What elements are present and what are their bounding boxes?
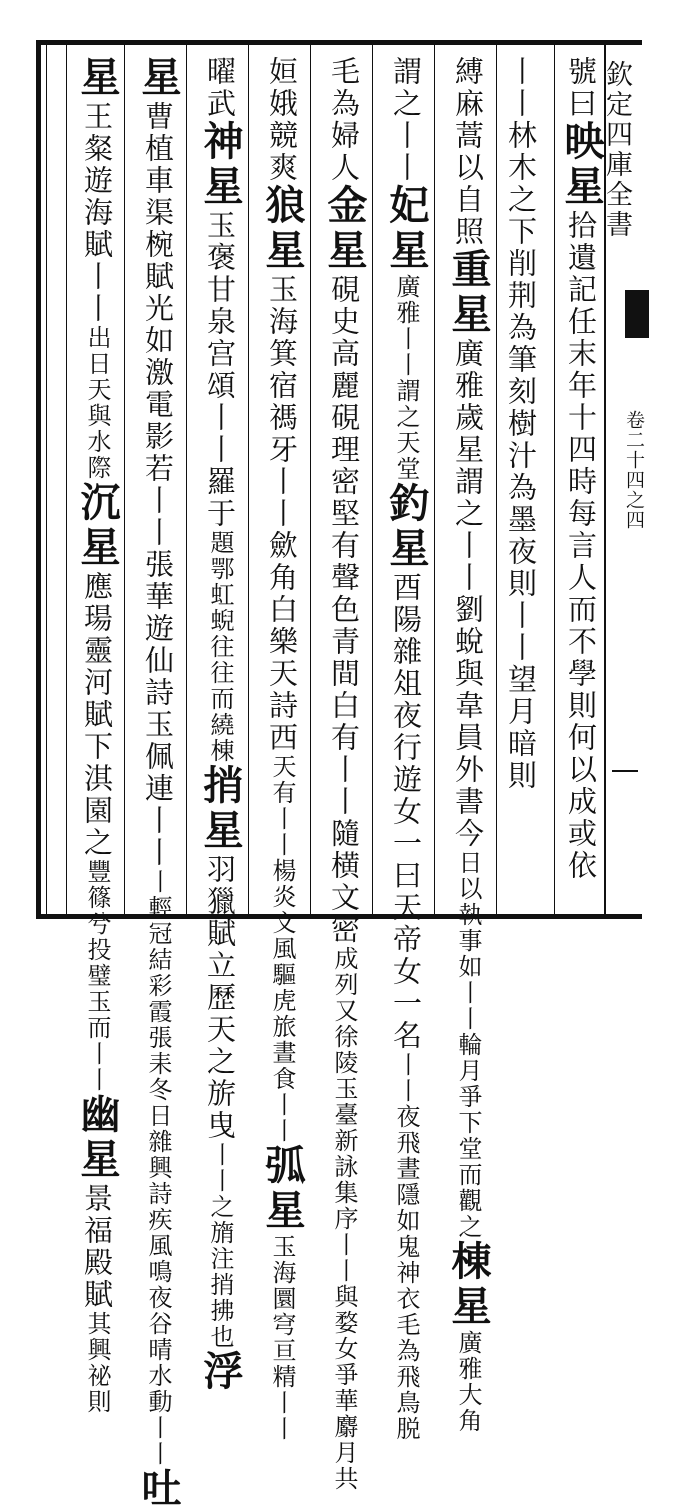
text-column-2 — [498, 56, 542, 908]
column-divider — [186, 45, 187, 914]
entry-text: 羽獵賦立歷天之旂曳 — [203, 854, 237, 1142]
entry-text: 曹植車渠椀賦光如激電影若丨丨張華遊仙詩玉佩連丨丨 — [141, 101, 175, 869]
entry-text: 玉褒甘泉宫頌丨丨羅于 — [203, 210, 237, 530]
text-column-8 — [135, 56, 182, 1512]
column-divider — [554, 45, 555, 914]
book-title: 欽定四庫全書 — [601, 60, 632, 240]
entry-heading: 浮 — [197, 1350, 244, 1395]
entry-text: 應瑒靈河賦下淇園之 — [80, 571, 114, 859]
text-column-4 — [383, 56, 430, 1442]
text-column-3 — [445, 56, 492, 1434]
entry-heading: 沉星 — [74, 481, 121, 571]
entry-heading: 金星 — [321, 184, 368, 274]
entry-text: 廣雅歲星謂之丨丨劉蛻與韋員外書今 — [451, 338, 485, 850]
column-divider — [124, 45, 125, 914]
entry-heading: 妃星 — [383, 184, 430, 274]
entry-heading: 幽星 — [74, 1093, 121, 1183]
text-column-9 — [74, 56, 121, 1415]
entry-heading: 星 — [135, 56, 182, 101]
entry-heading: 釣星 — [383, 482, 430, 572]
entry-text: 玉海圜穹亘精丨丨 — [268, 1234, 296, 1442]
column-divider — [496, 45, 497, 914]
column-divider — [372, 45, 373, 914]
entry-text: 丨丨之旓注捎拂也 — [206, 1142, 234, 1350]
text-column-1 — [558, 56, 605, 908]
entry-heading: 重星 — [445, 248, 492, 338]
entry-text: 其興祕則 — [83, 1311, 111, 1415]
entry-text: 謂之丨丨 — [389, 56, 423, 184]
text-column-6 — [259, 56, 306, 1442]
column-divider — [310, 45, 311, 914]
entry-heading: 狼星 — [259, 184, 306, 274]
entry-text: 成列又徐陵玉臺新詠集序丨丨與婺女爭華麝月共 — [330, 946, 358, 1492]
entry-text: 號曰 — [564, 56, 598, 120]
entry-text: 酉陽雜俎夜行遊女一曰天帝女一名 — [389, 572, 423, 1052]
column-divider — [248, 45, 249, 914]
margin-mark — [612, 770, 638, 772]
entry-text: 題鄂虹蜺往往而繞棟 — [206, 530, 234, 764]
entry-text: 王粲遊海賦丨丨 — [80, 101, 114, 325]
entry-text: 毛為婦人 — [327, 56, 361, 184]
entry-text: 拾遺記任末年十四時每言人而不學則何以成或依 — [564, 210, 598, 882]
entry-text: 日以執事如丨丨輪月爭下堂而觀之 — [454, 850, 482, 1240]
folio-label: 卷二十四之四 — [623, 410, 645, 530]
column-divider — [66, 45, 67, 914]
entry-heading: 星 — [74, 56, 121, 101]
entry-heading: 吐 — [135, 1467, 182, 1512]
entry-text: 硯史高麗硯理密堅有聲色青間白有丨丨隨横文密 — [327, 274, 361, 946]
entry-text: 出日天與水際 — [83, 325, 111, 481]
text-column-5 — [321, 56, 368, 1492]
entry-heading: 棟星 — [445, 1240, 492, 1330]
entry-text: 丨輕冠結彩霞張耒冬日雜興詩疾風鳴夜谷晴水動丨丨 — [144, 869, 172, 1467]
entry-text: 廣雅大角 — [454, 1330, 482, 1434]
entry-text: 玉海箕宿禡牙丨丨歛角白樂天詩西 — [265, 274, 299, 754]
column-divider — [434, 45, 435, 914]
entry-text: 縛麻蒿以自照 — [451, 56, 485, 248]
entry-heading: 捎星 — [197, 764, 244, 854]
entry-text: 天有丨丨楊炎文風驅虎旅晝食丨丨 — [268, 754, 296, 1144]
entry-text: 豐篠兮投璧玉而丨丨 — [83, 859, 111, 1093]
frame-inner-left-rule — [46, 45, 47, 914]
entry-text: 曜武 — [203, 56, 237, 120]
frame-left-rule — [36, 40, 41, 919]
fishtail-mark — [625, 290, 649, 338]
entry-text: 姮娥競爽 — [265, 56, 299, 184]
text-column-7 — [197, 56, 244, 1395]
entry-heading: 映星 — [558, 120, 605, 210]
frame-top-rule — [36, 40, 642, 45]
entry-text: 丨丨林木之下削荆為筆刻樹汁為墨夜則丨丨望月暗則 — [504, 56, 538, 792]
entry-text: 景福殿賦 — [80, 1183, 114, 1311]
entry-text: 廣雅丨丨謂之天堂 — [392, 274, 420, 482]
entry-heading: 弧星 — [259, 1144, 306, 1234]
entry-text: 丨丨夜飛晝隱如鬼神衣毛為飛鳥脱 — [392, 1052, 420, 1442]
entry-heading: 神星 — [197, 120, 244, 210]
